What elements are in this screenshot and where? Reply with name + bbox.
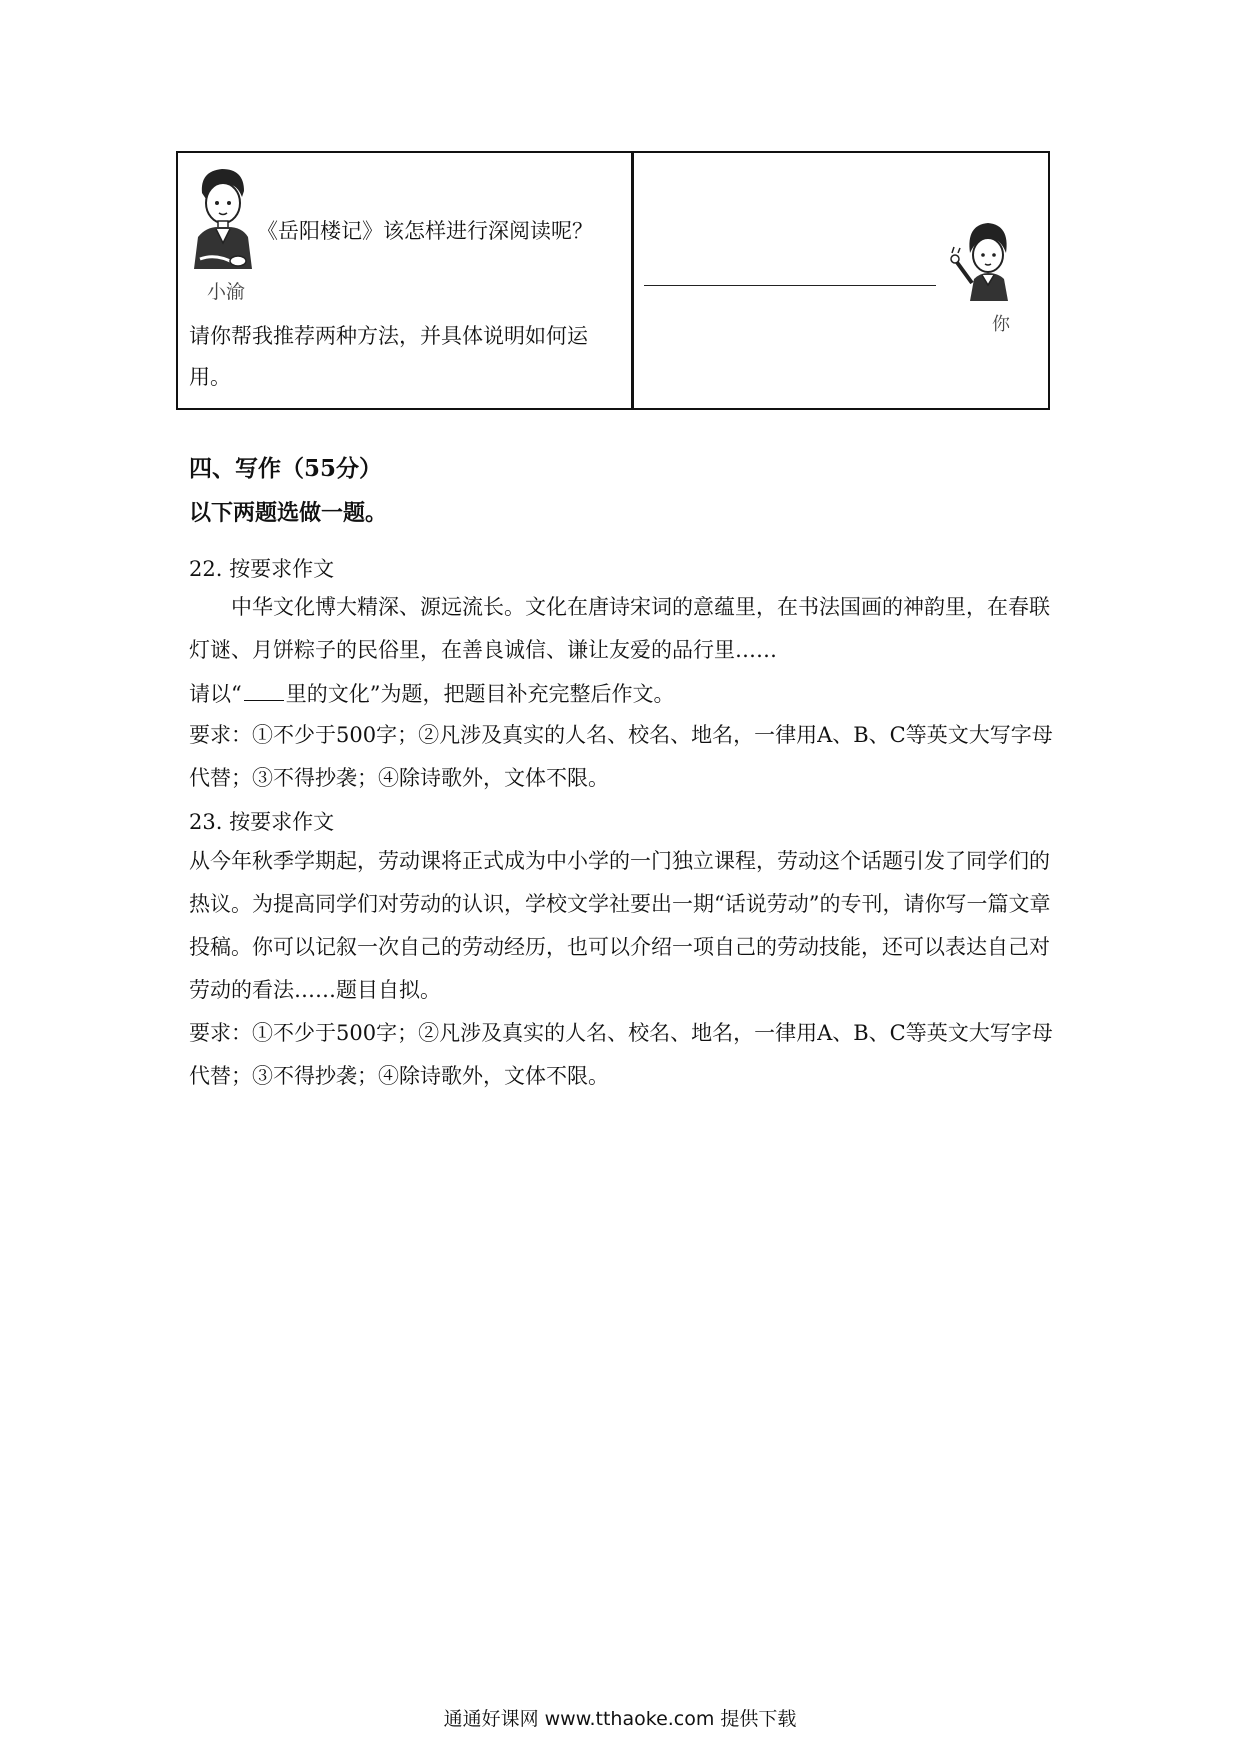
girl-figure-illustration	[948, 213, 1020, 303]
dialog-table	[176, 151, 1050, 410]
section-heading-writing: 四、写作（55分）	[189, 455, 383, 482]
speaker-name-xiaoyu: 小渝	[207, 281, 246, 303]
q22-title: 22. 按要求作文	[189, 557, 335, 581]
q22-topic-after: 里的文化”为题，把题目补充完整后作文。	[285, 682, 675, 706]
answer-blank-line[interactable]	[644, 285, 936, 286]
q22-topic-before: 请以“	[189, 682, 242, 706]
choose-one-instruction: 以下两题选做一题。	[189, 500, 388, 526]
q22-topic-blank[interactable]	[244, 682, 284, 701]
footer-source: 通通好课网 www.tthaoke.com 提供下载	[443, 1708, 797, 1730]
boy-figure-illustration	[186, 163, 260, 273]
dialog-left-cell	[178, 153, 630, 408]
dialog-right-cell	[634, 153, 1048, 408]
q23-prompt: 从今年秋季学期起，劳动课将正式成为中小学的一门独立课程，劳动这个话题引发了同学们的热议。为提高同学们对劳动的认识，学校文学社要出一期“话说劳动”的专刊，请你写一篇文章投稿。你可以记叙一次自己的劳动经历，也可以介绍一项自己的劳动技能，还可以表达自己对劳动的看法……题目自拟。	[189, 849, 1051, 1002]
q22-topic-line	[189, 678, 674, 708]
dialog-request: 请你帮我推荐两种方法，并具体说明如何运用。	[189, 324, 588, 389]
dialog-question: 《岳阳楼记》该怎样进行深阅读呢？	[257, 219, 593, 243]
q23-title: 23. 按要求作文	[189, 810, 335, 834]
q22-requirements: 要求：①不少于500字；②凡涉及真实的人名、校名、地名，一律用A、B、C等英文大写字母代替；③不得抄袭；④除诗歌外，文体不限。	[189, 723, 1053, 790]
speaker-name-you: 你	[992, 314, 1010, 335]
q22-prompt: 中华文化博大精深、源远流长。文化在唐诗宋词的意蕴里，在书法国画的神韵里，在春联灯谜、月饼粽子的民俗里，在善良诚信、谦让友爱的品行里……	[189, 595, 1050, 662]
q23-requirements: 要求：①不少于500字；②凡涉及真实的人名、校名、地名，一律用A、B、C等英文大写字母代替；③不得抄袭；④除诗歌外，文体不限。	[189, 1021, 1053, 1088]
